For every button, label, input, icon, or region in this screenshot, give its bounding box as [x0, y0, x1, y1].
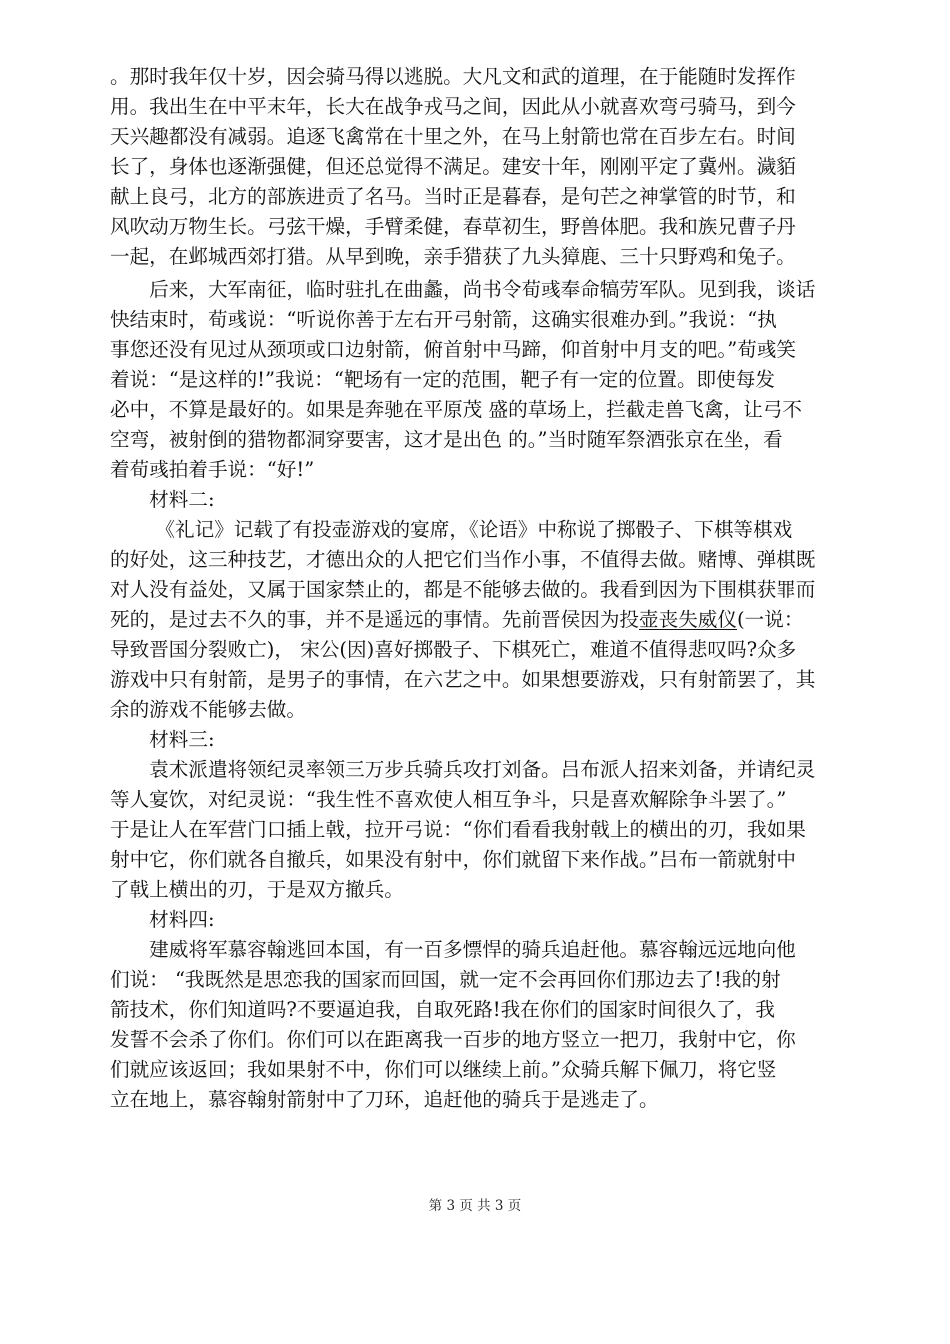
text-line: 一起，在邺城西郊打猎。从早到晚，亲手猎获了九头獐鹿、三十只野鸡和兔子。 [110, 245, 796, 268]
text-line: 余的游戏不能够去做。 [110, 698, 306, 721]
section-heading-material-2: 材料二: [110, 488, 215, 511]
text-line: 了戟上横出的刃，于是双方撤兵。 [110, 878, 404, 901]
text-line: 等人宴饮，对纪灵说：“我生性不喜欢使人相互争斗，只是喜欢解除争斗罢了。” [110, 788, 787, 811]
text-line: 袁术派遣将领纪灵率领三万步兵骑兵攻打刘备。吕布派人招来刘备，并请纪灵 [110, 758, 816, 781]
text-line: 用。我出生在中平末年，长大在战争戎马之间，因此从小就喜欢弯弓骑马，到今 [110, 95, 796, 118]
text-line: 事您还没有见过从颈项或口边射箭，俯首射中马蹄，仰首射中月支的吧。”荀彧笑 [110, 338, 796, 361]
text-line: 们说： “我既然是思恋我的国家而回国，就一定不会再回你们那边去了!我的射 [110, 968, 781, 991]
text-line: 立在地上，慕容翰射箭射中了刀环，追赶他的骑兵于是逃走了。 [110, 1088, 659, 1111]
text-line: 着荀彧拍着手说：“好!” [110, 458, 315, 481]
section-heading-material-3: 材料三: [110, 728, 215, 751]
text-line: 对人没有益处，又属于国家禁止的，都是不能够去做的。我看到因为下围棋获罪而 [110, 578, 816, 601]
text-line: 《礼记》记载了有投壶游戏的宴席，《论语》中称说了掷骰子、下棋等棋戏 [110, 518, 793, 541]
text-line: 必中，不算是最好的。如果是奔驰在平原茂 盛的草场上，拦截走兽飞禽，让弓不 [110, 398, 803, 421]
text-line [110, 605, 845, 635]
paragraph-4 [110, 755, 845, 905]
paragraph-1 [110, 62, 845, 272]
paragraph-2 [110, 275, 845, 485]
text-line: 着说：“是这样的!”我说：“靶场有一定的范围，靶子有一定的位置。即使每发 [110, 368, 775, 391]
text-line: 们就应该返回；我如果射不中，你们可以继续上前。”众骑兵解下佩刀，将它竖 [110, 1058, 777, 1081]
text-line: 天兴趣都没有减弱。追逐飞禽常在十里之外，在马上射箭也常在百步左右。时间 [110, 125, 796, 148]
text-line: 发誓不会杀了你们。你们可以在距离我一百步的地方竖立一把刀，我射中它，你 [110, 1028, 796, 1051]
section-heading-material-4: 材料四: [110, 908, 215, 931]
text-line: 射中它，你们就各自撤兵，如果没有射中，你们就留下来作战。”吕布一箭就射中 [110, 848, 796, 871]
text-line: 游戏中只有射箭，是男子的事情，在六艺之中。如果想要游戏，只有射箭罢了，其 [110, 668, 816, 691]
text-line: 长了，身体也逐渐强健，但还总觉得不满足。建安十年，刚刚平定了冀州。濊貊 [110, 155, 796, 178]
text-line: 空弯，被射倒的猎物都洞穿要害，这才是出色 的。”当时随军祭酒张京在坐，看 [110, 428, 783, 451]
text-line: 箭技术，你们知道吗?不要逼迫我，自取死路!我在你们的国家时间很久了，我 [110, 998, 775, 1021]
text-line: 建威将军慕容翰逃回本国，有一百多慓悍的骑兵追赶他。慕容翰远远地向他 [110, 938, 796, 961]
page-footer: 第 3 页 共 3 页 [428, 1198, 522, 1214]
text-line: 风吹动万物生长。弓弦干燥，手臂柔健，春草初生，野兽体肥。我和族兄曹子丹 [110, 215, 796, 238]
text-line: 。那时我年仅十岁，因会骑马得以逃脱。大凡文和武的道理，在于能随时发挥作 [110, 65, 796, 88]
underlined-phrase: 壶丧失威仪 [639, 608, 737, 631]
text-line: 快结束时，荀彧说：“听说你善于左右开弓射箭，这确实很难办到。”我说：“执 [110, 308, 777, 331]
text-line: 导致晋国分裂败亡)， 宋公(因)喜好掷骰子、下棋死亡，难道不值得悲叹吗?众多 [110, 638, 797, 661]
text-line: 的好处，这三种技艺，才德出众的人把它们当作小事，不值得去做。赌博、弹棋既 [110, 548, 816, 571]
document-body [110, 62, 845, 1115]
text-segment: 死的，是过去不久的事，并不是遥远的事情。先前晋侯因为投 [110, 608, 640, 631]
text-line: 后来，大军南征，临时驻扎在曲蠡，尚书令荀彧奉命犒劳军队。见到我，谈话 [110, 278, 816, 301]
text-line: 于是让人在军营门口插上戟，拉开弓说：“你们看看我射戟上的横出的刃，我如果 [110, 818, 806, 841]
text-segment: (一说： [737, 608, 804, 631]
paragraph-3 [110, 515, 845, 725]
paragraph-5 [110, 935, 845, 1115]
text-line: 献上良弓，北方的部族进贡了名马。当时正是暮春，是句芒之神掌管的时节，和 [110, 185, 796, 208]
